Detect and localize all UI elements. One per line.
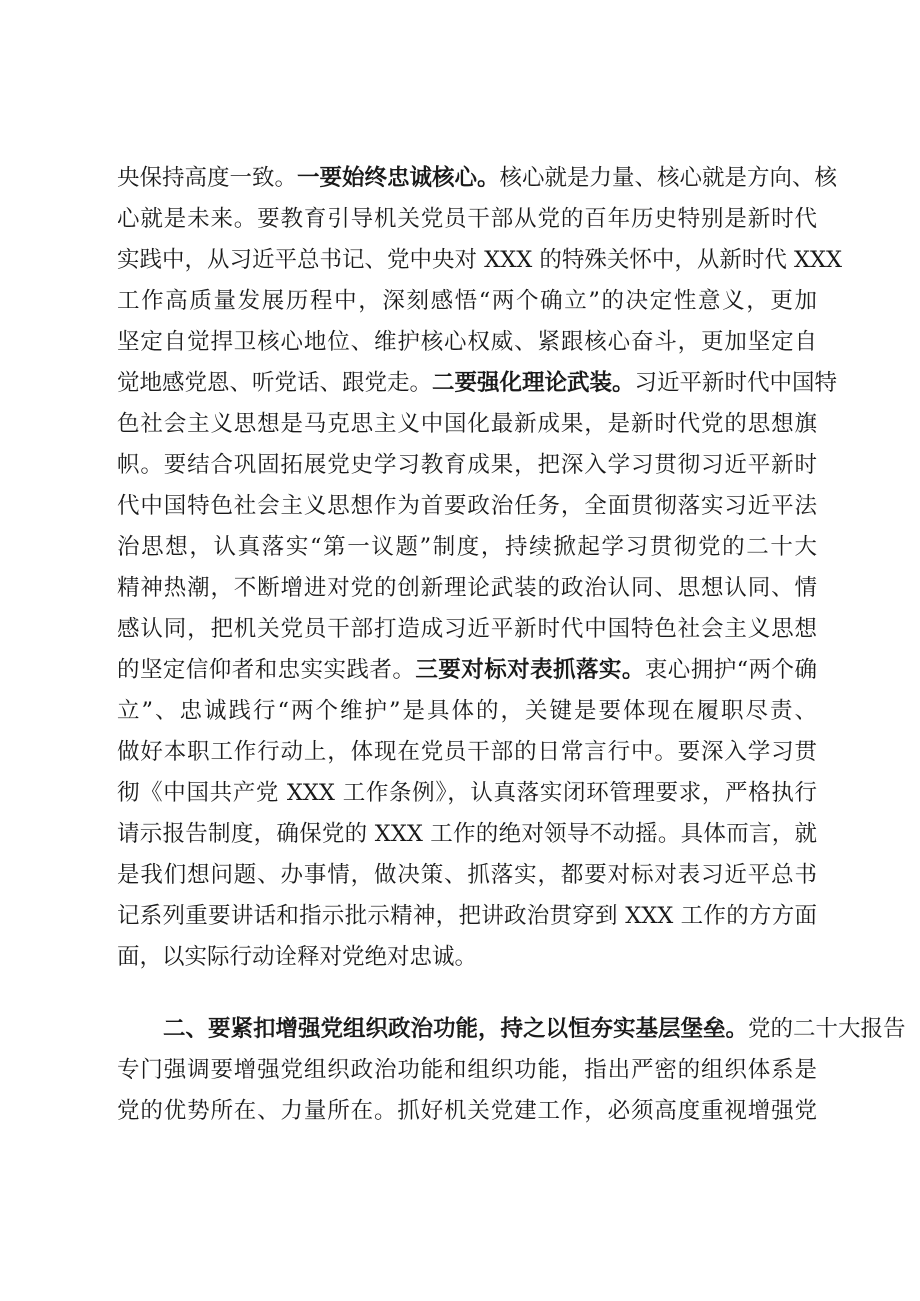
text-run: 核心就是力量、核心就是方向、核 [499, 165, 838, 191]
text-line: 彻《中国共产党 XXX 工作条例》，认真落实闭环管理要求，严格执行 [117, 780, 817, 806]
bold-heading: 一要始终忠诚核心。 [297, 165, 500, 191]
text-run: 觉地感党恩、听党话、跟党走。 [117, 370, 433, 396]
text-line: 代中国特色社会主义思想作为首要政治任务，全面贯彻落实习近平法 [117, 493, 817, 519]
text-line: 党的优势所在、力量所在。抓好机关党建工作，必须高度重视增强党 [117, 1098, 817, 1124]
text-line: 感认同，把机关党员干部打造成习近平新时代中国特色社会主义思想 [117, 616, 817, 642]
text-run: 党的二十大报告 [748, 1016, 906, 1042]
text-line: 精神热潮，不断增进对党的创新理论武装的政治认同、思想认同、情 [117, 575, 817, 601]
bold-heading: 三要对标对表抓落实。 [415, 657, 645, 683]
text-line: 立”、忠诚践行“两个维护”是具体的，关键是要体现在履职尽责、 [117, 698, 817, 724]
section-heading: 二、要紧扣增强党组织政治功能，持之以恒夯实基层堡垒。 [163, 1016, 749, 1042]
text-line: 是我们想问题、办事情，做决策、抓落实，都要对标对表习近平总书 [117, 862, 817, 888]
text-line: 坚定自觉捍卫核心地位、维护核心权威、紧跟核心奋斗，更加坚定自 [117, 329, 817, 355]
text-line: 面，以实际行动诠释对党绝对忠诚。 [117, 944, 478, 970]
text-line: 做好本职工作行动上，体现在党员干部的日常言行中。要深入学习贯 [117, 739, 817, 765]
text-line: 专门强调要增强党组织政治功能和组织功能，指出严密的组织体系是 [117, 1057, 817, 1083]
text-line: 工作高质量发展历程中，深刻感悟“两个确立”的决定性意义，更加 [117, 288, 817, 314]
bold-heading: 二要强化理论武装。 [432, 370, 635, 396]
text-line: 帜。要结合巩固拓展党史学习教育成果，把深入学习贯彻习近平新时 [117, 452, 817, 478]
text-run: 的坚定信仰者和忠实实践者。 [117, 657, 416, 683]
text-line: 治思想，认真落实“第一议题”制度，持续掀起学习贯彻党的二十大 [117, 534, 817, 560]
text-run: 衷心拥护“两个确 [644, 657, 817, 683]
text-line [117, 365, 838, 401]
text-line [117, 160, 838, 196]
text-line: 记系列重要讲话和指示批示精神，把讲政治贯穿到 XXX 工作的方方面 [117, 903, 817, 929]
text-line: 色社会主义思想是马克思主义中国化最新成果，是新时代党的思想旗 [117, 411, 817, 437]
text-line: 实践中，从习近平总书记、党中央对 XXX 的特殊关怀中，从新时代 XXX [117, 247, 843, 273]
text-line [163, 1011, 906, 1047]
text-line: 请示报告制度，确保党的 XXX 工作的绝对领导不动摇。具体而言，就 [117, 821, 817, 847]
text-run: 习近平新时代中国特 [634, 370, 838, 396]
text-run: 央保持高度一致。 [117, 165, 298, 191]
text-line [117, 652, 817, 688]
text-line: 心就是未来。要教育引导机关党员干部从党的百年历史特别是新时代 [117, 206, 817, 232]
